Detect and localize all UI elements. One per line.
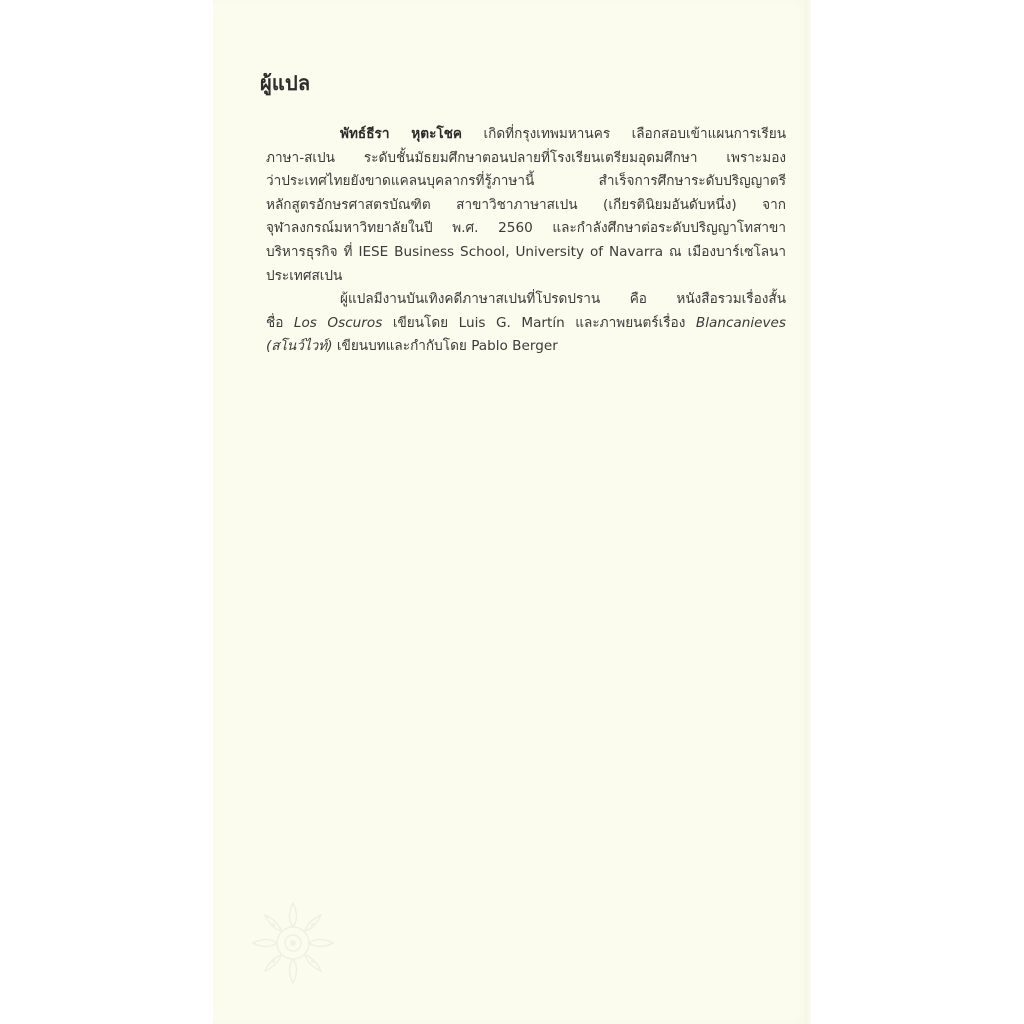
translator-bio bbox=[266, 123, 786, 359]
bio-line-5: จุฬาลงกรณ์มหาวิทยาลัยในปี พ.ศ. 2560 และกำลังศึกษาต่อระดับปริญญาโทสาขา bbox=[266, 220, 786, 237]
bio-line-7: ประเทศสเปน bbox=[266, 267, 343, 284]
film-title-thai: (สโนว์ไวท์) bbox=[266, 338, 333, 355]
favorites-line-2-pre: ชื่อ bbox=[266, 314, 294, 331]
favorites-line-3-rest: เขียนบทและกำกับโดย Pablo Berger bbox=[332, 338, 558, 355]
page-edge bbox=[805, 0, 811, 1024]
bio-line-6: บริหารธุรกิจ ที่ IESE Business School, University of Navarra ณ เมืองบาร์เซโลนา bbox=[266, 243, 786, 260]
book-title: Los Oscuros bbox=[293, 314, 383, 331]
favorites-line-3 bbox=[266, 335, 786, 359]
bio-line-3: ว่าประเทศไทยยังขาดแคลนบุคลากรที่รู้ภาษานี้ สำเร็จการศึกษาระดับปริญญาตรี bbox=[266, 173, 786, 190]
bio-line-1 bbox=[266, 123, 786, 147]
film-title: Blancanieves bbox=[695, 314, 786, 331]
bio-line-1-rest: เกิดที่กรุงเทพมหานคร เลือกสอบเข้าแผนการเรียน bbox=[462, 126, 786, 142]
bio-line-2: ภาษา-สเปน ระดับชั้นมัธยมศึกษาตอนปลายที่โรงเรียนเตรียมอุดมศึกษา เพราะมอง bbox=[266, 149, 786, 166]
translator-name: พัทธ์ธีรา หุตะโชค bbox=[340, 126, 463, 142]
floral-ornament-icon bbox=[243, 895, 343, 990]
page-heading: ผู้แปล bbox=[260, 71, 311, 95]
favorites-line-1: ผู้แปลมีงานบันเทิงคดีภาษาสเปนที่โปรดปราน คือ หนังสือรวมเรื่องสั้น bbox=[340, 291, 786, 308]
favorites-line-2 bbox=[266, 312, 786, 336]
favorites-line-2-mid: เขียนโดย Luis G. Martín และภาพยนตร์เรื่อง bbox=[382, 314, 696, 331]
bio-line-4: หลักสูตรอักษรศาสตรบัณฑิต สาขาวิชาภาษาสเปน (เกียรตินิยมอันดับหนึ่ง) จาก bbox=[266, 196, 786, 213]
book-page bbox=[213, 0, 811, 1024]
